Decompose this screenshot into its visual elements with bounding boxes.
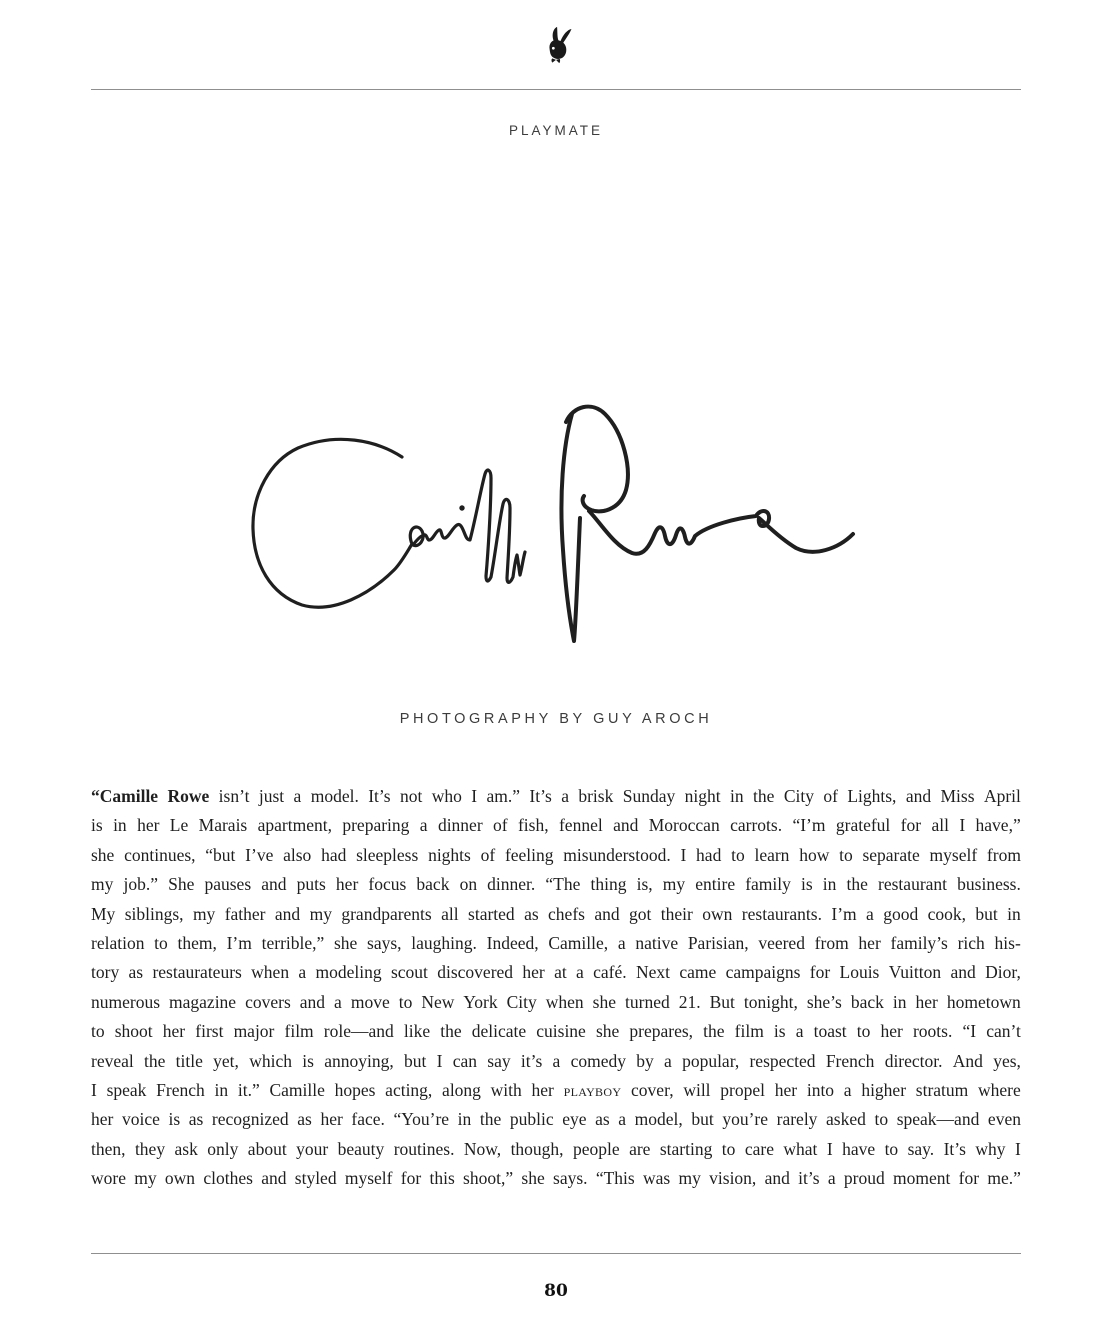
body-text-line: relation to them, I’m terrible,” she says, laughing. Indeed, Camille, a native Parisian, veered from her family’s rich his-: [91, 932, 1021, 953]
section-label: PLAYMATE: [508, 123, 604, 138]
body-text-line: is in her Le Marais apartment, preparing a dinner of fish, fennel and Moroccan carrots. “I’m grateful for all I have,”: [91, 815, 1021, 836]
body-text-line: tory as restaurateurs when a modeling scout discovered her at a café. Next came campaigns for Louis Vuitton and Dior,: [91, 962, 1021, 983]
body-text-line: then, they ask only about your beauty routines. Now, though, people are starting to care what I have to say. It’s why I: [91, 1138, 1021, 1159]
body-text-line: my job.” She pauses and puts her focus back on dinner. “The thing is, my entire family is in the restaurant business.: [91, 874, 1021, 895]
body-text-line: I speak French in it.” Camille hopes acting, along with her playboy cover, will propel her into a higher stratum where: [91, 1079, 1021, 1100]
signature-graphic: [236, 398, 876, 656]
playboy-bunny-icon: [540, 25, 572, 65]
body-text-line: wore my own clothes and styled myself for this shoot,” she says. “This was my vision, and it’s a proud moment for me.”: [91, 1168, 1021, 1189]
top-rule: [91, 89, 1021, 90]
body-text-line: her voice is as recognized as her face. “You’re in the public eye as a model, but you’re rarely asked to speak—and even: [91, 1109, 1021, 1130]
i-dot: [459, 505, 464, 510]
body-text-line: My siblings, my father and my grandparents all started as chefs and got their own restaurants. I’m a good cook, but in: [91, 903, 1021, 924]
body-text-line: numerous magazine covers and a move to New York City when she turned 21. But tonight, she’s back in her hometown: [91, 991, 1021, 1012]
body-text-line: reveal the title yet, which is annoying, but I can say it’s a comedy by a popular, respected French director. And yes,: [91, 1050, 1021, 1071]
bottom-rule: [91, 1253, 1021, 1254]
body-text-line: “Camille Rowe isn’t just a model. It’s not who I am.” It’s a brisk Sunday night in the City of Lights, and Miss April: [91, 786, 1021, 806]
page-number: 80: [544, 1281, 568, 1301]
body-text: [91, 786, 1021, 1197]
body-text-line: to shoot her first major film role—and like the delicate cuisine she prepares, the film is a toast to her roots. “I can’t: [91, 1021, 1021, 1042]
photo-credit: PHOTOGRAPHY BY GUY AROCH: [399, 711, 713, 727]
body-text-line: she continues, “but I’ve also had sleepless nights of feeling misunderstood. I had to learn how to separate myself from: [91, 844, 1021, 865]
